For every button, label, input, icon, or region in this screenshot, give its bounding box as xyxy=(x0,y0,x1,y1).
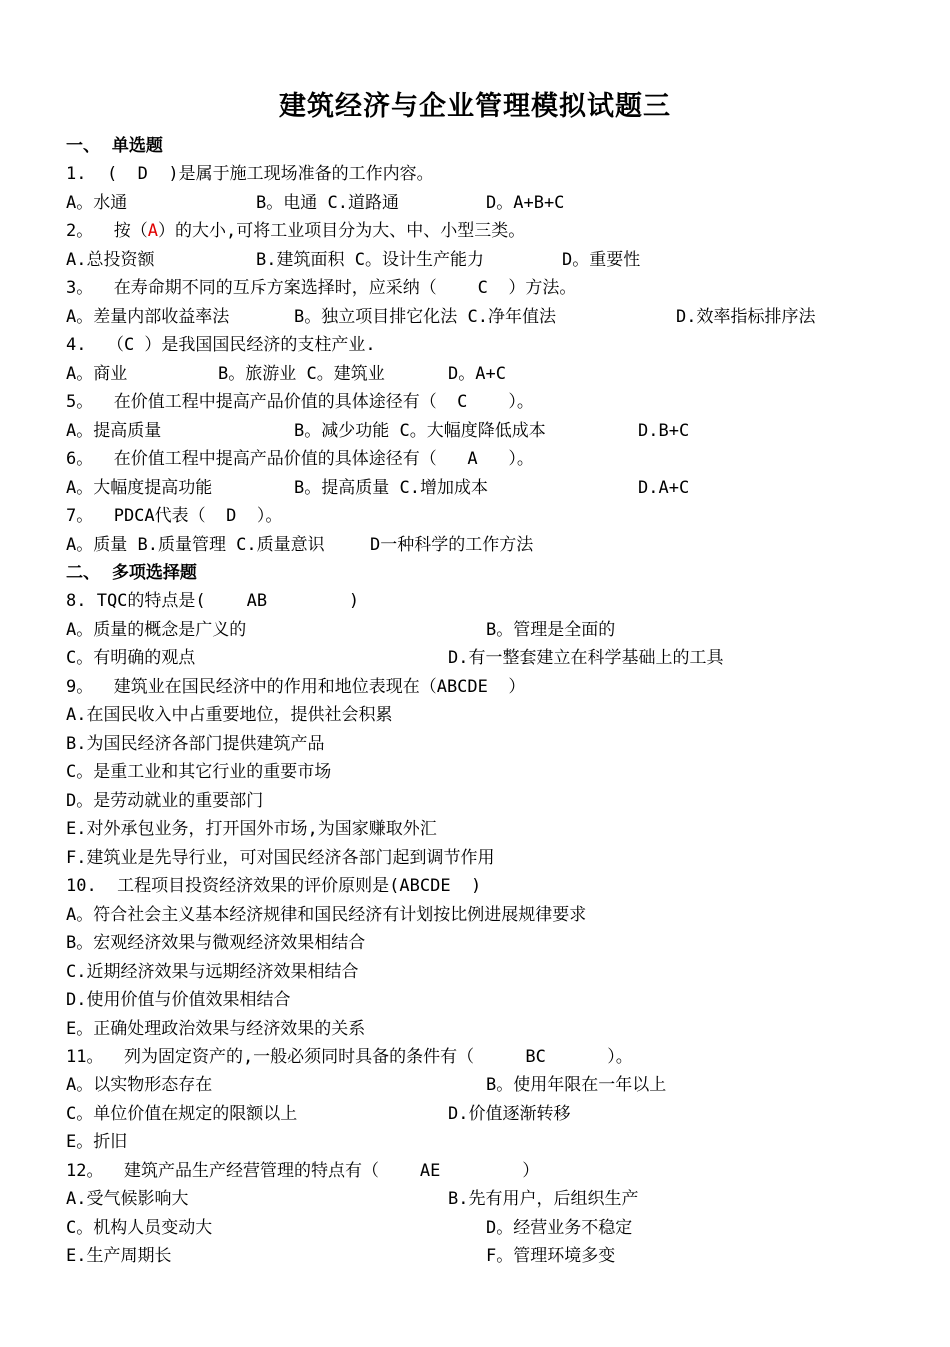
question-1: 1. ( D )是属于施工现场准备的工作内容。 xyxy=(66,164,434,184)
question-8-options-row-1 xyxy=(66,617,886,643)
option-a: A。质量 B.质量管理 C.质量意识 xyxy=(66,535,325,555)
question-7-options xyxy=(66,532,886,558)
question-1-options xyxy=(66,190,886,216)
option-c: C。有明确的观点 xyxy=(66,648,196,668)
option-a: A。质量的概念是广义的 xyxy=(66,620,247,640)
question-12-options-row-1 xyxy=(66,1186,886,1212)
question-12: 12。 建筑产品生产经营管理的特点有（ AE ） xyxy=(66,1161,540,1181)
question-11: 11。 列为固定资产的,一般必须同时具备的条件有（ BC ）。 xyxy=(66,1047,633,1067)
question-2 xyxy=(66,218,525,244)
question-9-option-d: D。是劳动就业的重要部门 xyxy=(66,791,264,811)
question-5: 5。 在价值工程中提高产品价值的具体途径有（ C ）。 xyxy=(66,392,534,412)
option-a: A。以实物形态存在 xyxy=(66,1075,213,1095)
question-6: 6。 在价值工程中提高产品价值的具体途径有（ A ）。 xyxy=(66,449,534,469)
option-b: B。独立项目排它化法 C.净年值法 xyxy=(294,307,556,327)
question-10-option-e: E。正确处理政治效果与经济效果的关系 xyxy=(66,1019,366,1039)
option-b: B。管理是全面的 xyxy=(486,620,616,640)
question-2-suffix: ）的大小,可将工业项目分为大、中、小型三类。 xyxy=(157,221,526,241)
option-a: A。水通 xyxy=(66,193,128,213)
question-8: 8. TQC的特点是( AB ) xyxy=(66,591,360,611)
option-d: D。A+B+C xyxy=(486,193,565,213)
question-8-options-row-2 xyxy=(66,645,886,671)
option-b: B。减少功能 C。大幅度降低成本 xyxy=(294,421,546,441)
question-9-option-e: E.对外承包业务，打开国外市场,为国家赚取外汇 xyxy=(66,819,437,839)
question-9-option-a: A.在国民收入中占重要地位，提供社会积累 xyxy=(66,705,393,725)
option-d: D一种科学的工作方法 xyxy=(370,535,534,555)
section-heading-multiple-choice: 二、 多项选择题 xyxy=(66,563,197,583)
question-11-option-e: E。折旧 xyxy=(66,1132,128,1152)
option-d: D。A+C xyxy=(448,364,506,384)
question-10-option-b: B。宏观经济效果与微观经济效果相结合 xyxy=(66,933,366,953)
option-b: B。电通 C.道路通 xyxy=(256,193,399,213)
option-a: A.受气候影响大 xyxy=(66,1189,189,1209)
option-a: A。大幅度提高功能 xyxy=(66,478,213,498)
question-9: 9。 建筑业在国民经济中的作用和地位表现在（ABCDE ） xyxy=(66,677,526,697)
option-b: B。使用年限在一年以上 xyxy=(486,1075,667,1095)
option-b: B.建筑面积 C。设计生产能力 xyxy=(256,250,484,270)
option-d: D.价值逐渐转移 xyxy=(448,1104,571,1124)
question-3-options xyxy=(66,304,886,330)
question-4: 4. （C ）是我国国民经济的支柱产业. xyxy=(66,335,376,355)
option-a: A。商业 xyxy=(66,364,128,384)
option-a: A.总投资额 xyxy=(66,250,155,270)
option-d: D。经营业务不稳定 xyxy=(486,1218,633,1238)
question-7: 7。 PDCA代表（ D ）。 xyxy=(66,506,283,526)
question-9-option-f: F.建筑业是先导行业，可对国民经济各部门起到调节作用 xyxy=(66,848,495,868)
option-b: B。提高质量 C.增加成本 xyxy=(294,478,488,498)
question-3: 3。 在寿命期不同的互斥方案选择时，应采纳（ C ）方法。 xyxy=(66,278,577,298)
option-f: F。管理环境多变 xyxy=(486,1246,616,1266)
page-title: 建筑经济与企业管理模拟试题三 xyxy=(279,91,671,122)
question-12-options-row-2 xyxy=(66,1215,886,1241)
question-2-prefix: 2。 按（ xyxy=(66,221,148,241)
question-10-option-d: D.使用价值与价值效果相结合 xyxy=(66,990,291,1010)
question-10-option-a: A。符合社会主义基本经济规律和国民经济有计划按比例进展规律要求 xyxy=(66,905,587,925)
option-e: E.生产周期长 xyxy=(66,1246,172,1266)
option-d: D.效率指标排序法 xyxy=(676,307,816,327)
question-11-options-row-2 xyxy=(66,1101,886,1127)
section-heading-single-choice: 一、 单选题 xyxy=(66,136,163,156)
question-4-options xyxy=(66,361,886,387)
option-d: D.A+C xyxy=(638,478,690,498)
question-10-option-c: C.近期经济效果与远期经济效果相结合 xyxy=(66,962,359,982)
option-c: C。单位价值在规定的限额以上 xyxy=(66,1104,298,1124)
question-5-options xyxy=(66,418,886,444)
option-a: A。差量内部收益率法 xyxy=(66,307,230,327)
question-10: 10. 工程项目投资经济效果的评价原则是(ABCDE ) xyxy=(66,876,482,896)
option-d: D.B+C xyxy=(638,421,690,441)
question-9-option-c: C。是重工业和其它行业的重要市场 xyxy=(66,762,332,782)
option-d: D。重要性 xyxy=(562,250,641,270)
option-a: A。提高质量 xyxy=(66,421,162,441)
question-12-options-row-3 xyxy=(66,1243,886,1269)
option-c: C。机构人员变动大 xyxy=(66,1218,213,1238)
option-b: B。旅游业 C。建筑业 xyxy=(218,364,385,384)
option-d: D.有一整套建立在科学基础上的工具 xyxy=(448,648,724,668)
question-9-option-b: B.为国民经济各部门提供建筑产品 xyxy=(66,734,325,754)
question-2-answer: A xyxy=(147,221,158,241)
option-b: B.先有用户，后组织生产 xyxy=(448,1189,639,1209)
question-2-options xyxy=(66,247,886,273)
question-11-options-row-1 xyxy=(66,1072,886,1098)
question-6-options xyxy=(66,475,886,501)
